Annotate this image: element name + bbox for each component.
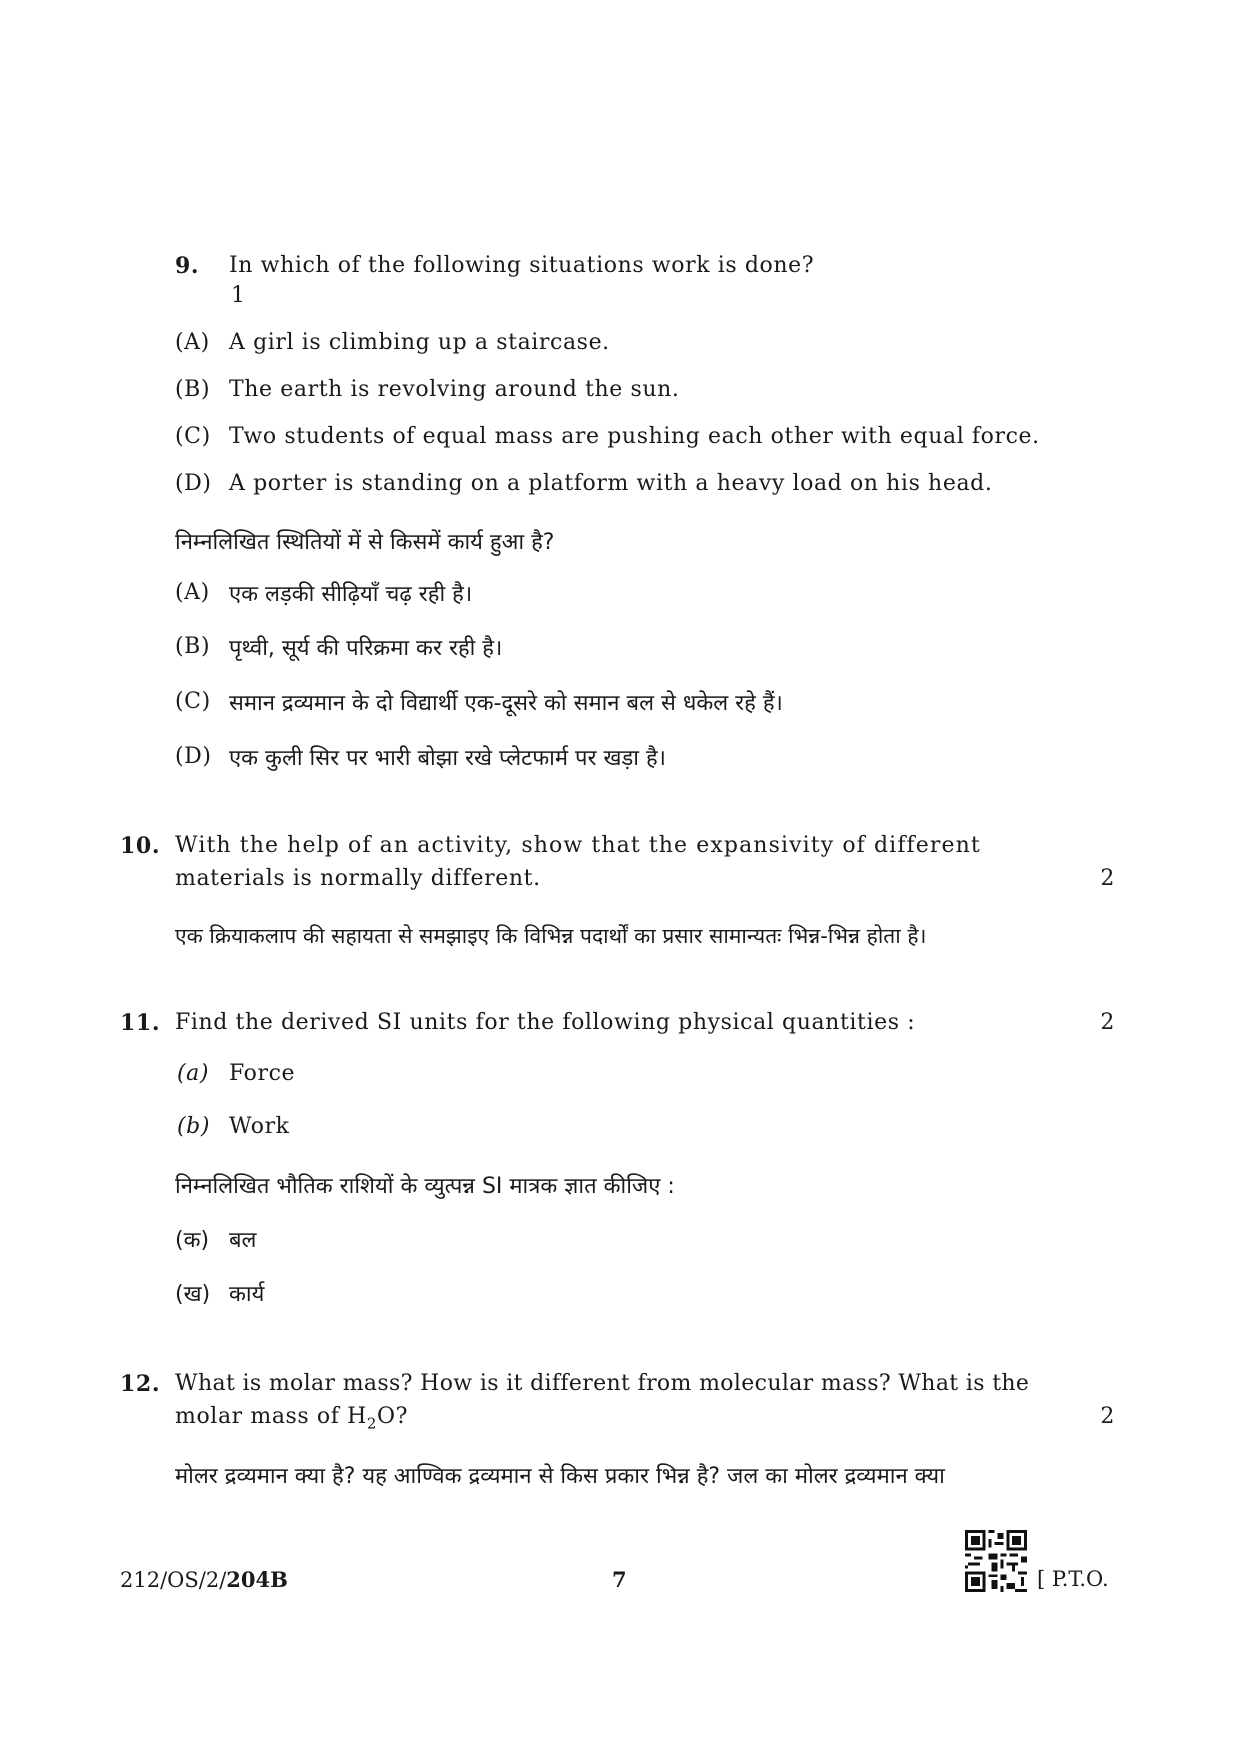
q10-text-line1: With the help of an activity, show that the expansivity of different (175, 833, 981, 858)
paper-code: 212/OS/2/204B (120, 1567, 288, 1592)
q11-option-b-hindi: कार्य (229, 1282, 265, 1307)
q12-marks: 2 (1100, 1404, 1115, 1429)
q11-text: Find the derived SI units for the following physical quantities : (175, 1010, 916, 1035)
q9-option-a: A girl is climbing up a staircase. (229, 330, 610, 355)
q9-option-c-hindi-label: (C) (175, 689, 211, 714)
q9-text: In which of the following situations work is done? (229, 253, 815, 278)
q11-marks: 2 (1100, 1010, 1115, 1035)
q12-text-line2: molar mass of $H_2O$? (175, 1404, 409, 1433)
q11-option-a-hindi-label: (क) (175, 1228, 210, 1253)
page-number: 7 (612, 1567, 627, 1592)
q10-number: 10. (120, 833, 161, 859)
q9-option-a-label: (A) (175, 330, 210, 355)
q9-option-b-hindi: पृथ्वी, सूर्य की परिक्रमा कर रही है। (229, 636, 503, 661)
q9-option-d-label: (D) (175, 471, 212, 496)
q12-text-line1: What is molar mass? How is it different from molecular mass? What is the (175, 1371, 1030, 1396)
pto-label: [ P.T.O. (1037, 1567, 1109, 1591)
q11-option-b: Work (229, 1114, 290, 1139)
q11-text-hindi: निम्नलिखित भौतिक राशियों के व्युत्पन्न SI मात्रक ज्ञात कीजिए : (175, 1174, 675, 1199)
q11-option-a-label: (a) (177, 1061, 210, 1086)
q12-text-hindi: मोलर द्रव्यमान क्या है? यह आण्विक द्रव्यमान से किस प्रकार भिन्न है? जल का मोलर द्रव्यमान क्या (175, 1464, 945, 1489)
q11-number: 11. (120, 1010, 161, 1036)
q9-option-c-label: (C) (175, 424, 211, 449)
q10-marks: 2 (1100, 866, 1115, 891)
q11-option-b-label: (b) (177, 1114, 211, 1139)
q9-option-c: Two students of equal mass are pushing each other with equal force. (229, 424, 1040, 449)
q9-option-b-hindi-label: (B) (175, 634, 211, 659)
q9-number: 9. (175, 253, 200, 279)
q10-text-hindi: एक क्रियाकलाप की सहायता से समझाइए कि विभिन्न पदार्थों का प्रसार सामान्यतः भिन्न-भिन्न होता है। (175, 924, 927, 948)
q11-option-a-hindi: बल (229, 1228, 257, 1253)
qr-code-icon (965, 1530, 1027, 1596)
q10-text-line2: materials is normally different. (175, 866, 541, 891)
q11-option-b-hindi-label: (ख) (175, 1282, 211, 1307)
q12-number: 12. (120, 1371, 161, 1397)
q11-option-a: Force (229, 1061, 296, 1086)
q9-option-b: The earth is revolving around the sun. (229, 377, 680, 402)
q9-option-a-hindi-label: (A) (175, 580, 210, 605)
q9-option-b-label: (B) (175, 377, 211, 402)
q9-marks: 1 (231, 283, 246, 308)
q9-text-hindi: निम्नलिखित स्थितियों में से किसमें कार्य हुआ है? (175, 530, 555, 555)
q9-option-d-hindi-label: (D) (175, 744, 212, 769)
q9-option-a-hindi: एक लड़की सीढ़ियाँ चढ़ रही है। (229, 582, 473, 607)
q9-option-d-hindi: एक कुली सिर पर भारी बोझा रखे प्लेटफार्म पर खड़ा है। (229, 746, 666, 771)
q9-option-d: A porter is standing on a platform with a heavy load on his head. (229, 471, 993, 496)
q9-option-c-hindi: समान द्रव्यमान के दो विद्यार्थी एक-दूसरे को समान बल से धकेल रहे हैं। (229, 691, 783, 716)
